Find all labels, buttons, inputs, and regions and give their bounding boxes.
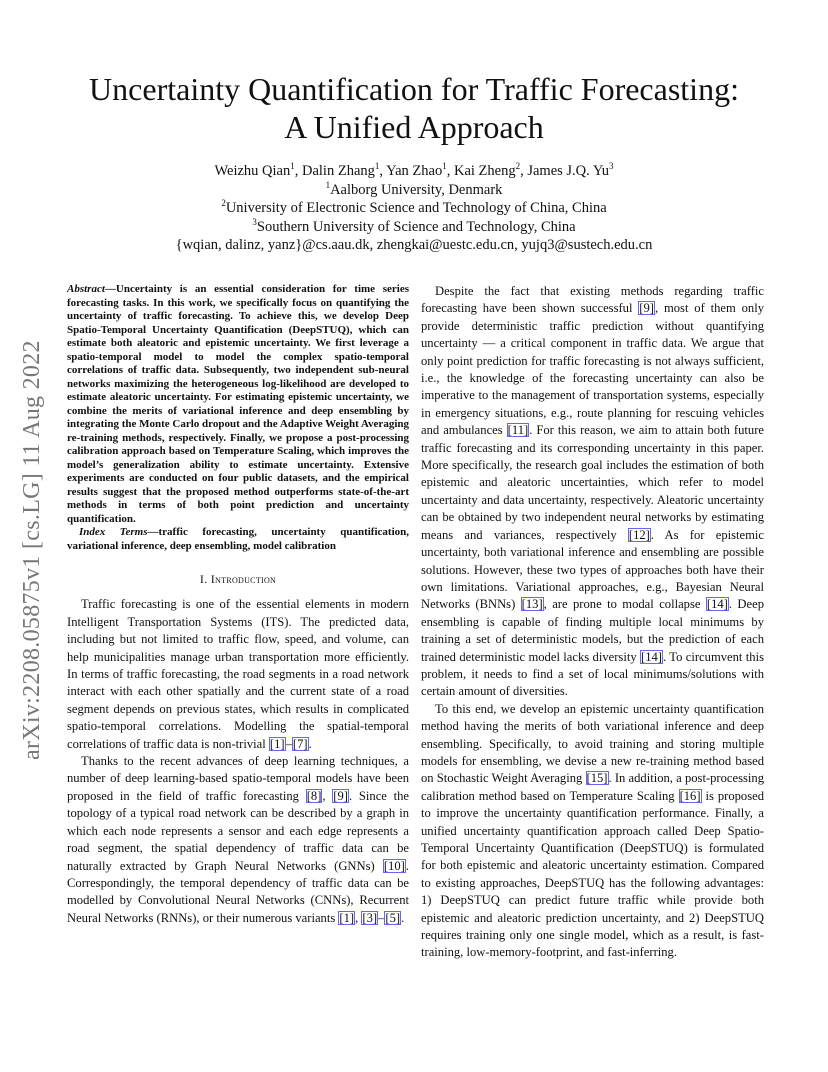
paragraph (67, 753, 409, 927)
arxiv-stamp: arXiv:2208.05875v1 [cs.LG] 11 Aug 2022 (19, 340, 45, 760)
citation-link[interactable]: [9] (639, 301, 654, 316)
title-line-1: Uncertainty Quantification for Traffic Forecasting: (89, 71, 739, 107)
citation-link[interactable]: [14] (641, 649, 662, 664)
affiliation-mark: 1 (374, 161, 380, 172)
affiliation-mark: 1 (325, 179, 331, 190)
index-terms-text: —traffic forecasting, uncertainty quantification, variational inference, deep ensembling, model calibration (67, 526, 409, 552)
paragraph-text: – (378, 910, 385, 925)
affiliation-1 (40, 181, 788, 200)
paper-title (40, 70, 788, 146)
citation-link[interactable]: [12] (628, 527, 650, 542)
abstract-text: —Uncertainty is an essential consideration for time series forecasting tasks. In this work, we specifically focus on quantifying the uncertainty of traffic forecasting. To achieve this, we develop Deep Spatio-Temporal Uncertainty Quantification (DeepSTUQ), which can estimate both aleatoric and epistemic uncertainty. We first leverage a spatio-temporal model to model the complex spatio-temporal correlations of traffic data. Subsequently, two independent sub-neural networks maximizing the heterogeneous log-likelihood are developed to estimate aleatoric uncertainty. For estimating epistemic uncertainty, we combine the merits of variational inference and deep ensembling by integrating the Monte Carlo dropout and the Adaptive Weight Averaging re-training methods, respectively. Finally, we propose a post-processing calibration approach based on Temperature Scaling, which improves the model’s generalization ability to estimate uncertainty. Extensive experiments are conducted on four public datasets, and the empirical results suggest that the proposed method outperforms state-of-the-art methods in terms of both point prediction and uncertainty quantification. (67, 283, 409, 525)
abstract (67, 283, 409, 526)
author-name: , Dalin Zhang (294, 163, 375, 179)
citation-link[interactable]: [1] (339, 910, 355, 925)
paragraph-text: . Since the topology of a typical road network can be described by a graph in which each node represents a sensor and each edge represents a road segment, the spatial dependency of traffic data can be naturally extracted by Graph Neural Networks (GNNs) (67, 788, 410, 873)
affiliation-mark: 1 (442, 161, 447, 172)
paragraph-text: Despite the fact that existing methods regarding traffic forecasting have been shown successful (421, 284, 764, 316)
paragraph-text: . (308, 736, 312, 751)
right-column (421, 283, 764, 962)
index-terms (67, 526, 409, 553)
affiliation-text: University of Electronic Science and Technology of China, China (225, 200, 607, 217)
author-name: , James J.Q. Yu (520, 163, 609, 179)
paragraph-text: . (401, 910, 405, 925)
affiliation-mark: 1 (290, 161, 295, 172)
citation-link[interactable]: [9] (333, 788, 348, 803)
paragraph-text: is proposed to improve the uncertainty quantification performance. Finally, a unified uncertainty quantification approach called Deep Spatio-Temporal Uncertainty Quantification (DeepSTUQ) is formulated for both epistemic and aleatoric uncertainty estimation. Compared to existing approaches, DeepSTUQ has the following advantages: 1) DeepSTUQ can predict future traffic while provide both epistemic and aleatoric prediction uncertainty, and 2) DeepSTUQ requires training only one single model, which as a result, is fast-training, low-memory-footprint, and fast-inferring. (421, 788, 765, 960)
author-block (40, 162, 788, 255)
citation-link[interactable]: [15] (586, 771, 608, 786)
paragraph-text: . Correspondingly, the temporal dependency of traffic data can be modelled by Convolutional Neural Networks (CNNs), Recurrent Neural Networks (RNNs), or their numerous variants (67, 858, 409, 925)
paragraph-text: . In addition, a post-processing calibration method based on Temperature Scaling (421, 771, 764, 803)
author-emails: {wqian, dalinz, yanz}@cs.aau.dk, zhengkai@uestc.edu.cn, yujq3@sustech.edu.cn (175, 237, 653, 254)
citation-link[interactable]: [7] (292, 736, 308, 751)
abstract-label: Abstract (67, 283, 105, 295)
paragraph-text: Thanks to the recent advances of deep learning techniques, a number of deep learning-based spatio-temporal models have been proposed in the field of traffic forecasting (67, 754, 409, 803)
affiliation-mark: 2 (221, 198, 226, 209)
index-terms-label: Index Terms (79, 526, 148, 538)
citation-link[interactable]: [10] (383, 858, 405, 873)
citation-link[interactable]: [13] (521, 597, 543, 612)
paragraph-text: To this end, we develop an epistemic uncertainty quantification method having the merits of both variational inference and deep ensembling. Specifically, to avoid training and storing multiple models for ensembling, we devise a new re-training method based on Stochastic Weight Averaging (421, 701, 764, 786)
paragraph-text: Traffic forecasting is one of the essential elements in modern Intelligent Transportation Systems (ITS). The predicted data, including but not limited to traffic flow, speed, and volume, can help municipalities manage urban transportation more efficiently. In terms of traffic forecasting, the road segments in a road network interact with each other spatially and the current state of a road segment depends on previous states, which results in complicated spatio-temporal correlations. Modelling the spatial-temporal correlations of traffic data is non-trivial (67, 597, 409, 751)
title-line-2: A Unified Approach (284, 109, 544, 145)
citation-link[interactable]: [14] (706, 597, 728, 612)
section-heading: I. Introduction (199, 572, 277, 586)
paragraph-text: – (285, 736, 292, 751)
paragraph-text: , are prone to modal collapse (543, 597, 706, 612)
citation-link[interactable]: [1] (269, 736, 285, 751)
citation-link[interactable]: [11] (507, 423, 529, 438)
left-column (67, 283, 409, 927)
affiliation-text: Aalborg University, Denmark (330, 181, 503, 198)
author-name: , Kai Zheng (446, 163, 516, 179)
paragraph-text: , most of them only provide deterministic traffic prediction without quantifying uncertainty — a critical component in traffic data. We argue that only point prediction for traffic forecasting is not always sufficient, i.e., the knowledge of the forecasting uncertainty can also be imperative to the management of transportation systems, especially in emergency situations, e.g., route planning for rescuing vehicles and ambulances (421, 301, 765, 438)
citation-link[interactable]: [8] (306, 788, 322, 803)
citation-link[interactable]: [3] (362, 910, 378, 925)
paragraph-text: . Deep ensembling is capable of finding multiple local minimums by training a set of deterministic models, but the prediction of each trained deterministic model lacks diversity (421, 597, 764, 664)
affiliation-mark: 3 (252, 216, 257, 227)
paragraph-text: , (355, 910, 362, 925)
affiliation-mark: 2 (515, 161, 521, 172)
paragraph-text: . As for epistemic uncertainty, both variational inference and ensembling are possible solutions. However, these two types of approaches both have their own limitations. Variational approaches, e.g., Bayesian Neural Networks (BNNs) (421, 527, 764, 612)
paragraph-text: . For this reason, we aim to attain both future traffic forecasting and its corresponding uncertainty in this paper. More specifically, the research goal includes the estimation of both epistemic and aleatoric uncertainties, which refer to model uncertainty and data uncertainty, respectively. Aleatoric uncertainty can be obtained by two independent neural networks by estimating means and variances, respectively (421, 423, 764, 542)
author-list (40, 162, 788, 181)
paragraph-text: . To circumvent this problem, it needs to find a set of local minimums/solutions with certain amount of diversities. (421, 649, 764, 699)
paragraph (421, 283, 764, 701)
affiliation-2 (40, 199, 788, 218)
paragraph-text: , (322, 788, 333, 803)
citation-link[interactable]: [5] (385, 910, 401, 925)
affiliation-3 (40, 218, 788, 237)
paragraph (67, 596, 409, 753)
affiliation-mark: 3 (608, 161, 614, 172)
citation-link[interactable]: [16] (679, 788, 701, 803)
author-name: Weizhu Qian (214, 163, 291, 179)
paragraph (421, 701, 764, 962)
affiliation-text: Southern University of Science and Technology, China (256, 218, 576, 235)
author-name: , Yan Zhao (379, 163, 443, 179)
